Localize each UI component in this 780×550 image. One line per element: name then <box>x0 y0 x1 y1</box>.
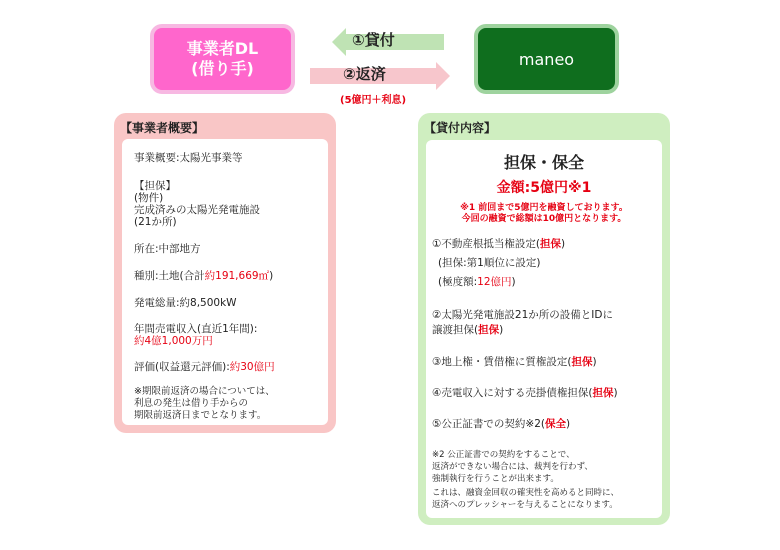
land-area-close: ) <box>269 270 274 282</box>
notary-note-line-4: これは、融資金回収の確実性を高めると同時に、 <box>432 488 620 498</box>
prepayment-note-1: ※期限前返済の場合については、 <box>134 386 275 397</box>
collateral-description: 完成済みの太陽光発電施設 <box>134 204 260 216</box>
term-item-1-limit-label: (極度額: <box>438 276 478 288</box>
term-item-5-close: ) <box>566 418 571 430</box>
location: 所在:中部地方 <box>134 243 201 255</box>
term-item-1-limit-value: 12億円 <box>477 276 512 288</box>
term-item-3-close: ) <box>592 356 597 368</box>
collateral-type: (物件) <box>134 192 164 204</box>
notary-note-line-3: 強制執行を行うことが出来ます。 <box>432 474 559 484</box>
term-item-4-text: ④売電収入に対する売掛債権担保( <box>432 387 593 399</box>
terms-title: 【貸付内容】 <box>424 121 497 135</box>
term-item-3-tag: 担保 <box>571 356 593 368</box>
valuation <box>134 361 275 373</box>
term-item-1-text: ①不動産根抵当権設定( <box>432 238 541 250</box>
term-item-1-limit <box>438 276 516 289</box>
term-item-5-tag: 保全 <box>545 418 566 430</box>
annual-income-label: 年間売電収入(直近1年間): <box>134 323 258 335</box>
term-item-2-line-2 <box>432 324 503 337</box>
term-item-5 <box>432 418 570 431</box>
lender-box <box>474 24 619 94</box>
term-item-1-priority: (担保:第1順位に設定) <box>438 257 541 269</box>
borrower-name: 事業者DL <box>186 39 259 58</box>
notary-note-line-1: ※2 公正証書での契約をすることで、 <box>432 450 575 460</box>
collateral-count: (21か所) <box>134 216 177 228</box>
term-item-5-text: ⑤公正証書での契約※2( <box>432 418 545 430</box>
notary-note-line-5: 返済へのプレッシャーを与えることになります。 <box>432 500 618 510</box>
term-item-4-tag: 担保 <box>592 387 614 399</box>
overview-title: 【事業者概要】 <box>120 121 205 135</box>
term-item-1-close: ) <box>561 238 566 250</box>
amount-note-line-2: 今回の融資で総額は10億円となります。 <box>461 214 627 224</box>
loan-label: ①貸付 <box>352 31 395 49</box>
land-area-label: 種別:土地(合計 <box>134 270 205 282</box>
borrower-box <box>150 24 295 94</box>
terms-heading: 担保・保全 <box>503 153 584 172</box>
term-item-3 <box>432 356 597 369</box>
land-area-value: 約191,669㎡ <box>204 270 270 282</box>
annual-income-value: 約4億1,000万円 <box>134 335 213 347</box>
total-output: 発電総量:約8,500kW <box>134 297 237 309</box>
term-item-4 <box>432 387 618 400</box>
repay-label: ②返済 <box>343 65 386 83</box>
term-item-2-text: 譲渡担保( <box>432 324 479 336</box>
notary-note-line-2: 返済ができない場合には、裁判を行わず、 <box>432 462 593 472</box>
term-item-4-close: ) <box>613 387 618 399</box>
prepayment-note-2: 利息の発生は借り手からの <box>134 398 249 409</box>
business-summary: 事業概要:太陽光事業等 <box>134 152 243 164</box>
collateral-heading: 【担保】 <box>134 180 176 192</box>
prepayment-note-3: 期限前返済日までとなります。 <box>134 410 267 421</box>
term-item-1-limit-close: ) <box>511 276 516 288</box>
term-item-1 <box>432 238 565 251</box>
valuation-label: 評価(収益還元評価): <box>134 361 230 373</box>
term-item-2-line-1: ②太陽光発電施設21か所の設備とIDに <box>432 309 613 321</box>
borrower-role: (借り手) <box>191 59 254 78</box>
amount-note-line-1: ※1 前回まで5億円を融資しております。 <box>460 203 628 213</box>
land-area <box>134 270 273 282</box>
term-item-2-tag: 担保 <box>478 324 500 336</box>
term-item-1-tag: 担保 <box>540 238 562 250</box>
term-item-3-text: ③地上権・賃借権に質権設定( <box>432 356 572 368</box>
term-item-2-close: ) <box>499 324 504 336</box>
lender-name: maneo <box>518 49 575 69</box>
valuation-value: 約30億円 <box>229 361 275 373</box>
loan-amount: 金額:5億円※1 <box>496 180 592 196</box>
repay-amount: (5億円＋利息) <box>340 95 407 106</box>
